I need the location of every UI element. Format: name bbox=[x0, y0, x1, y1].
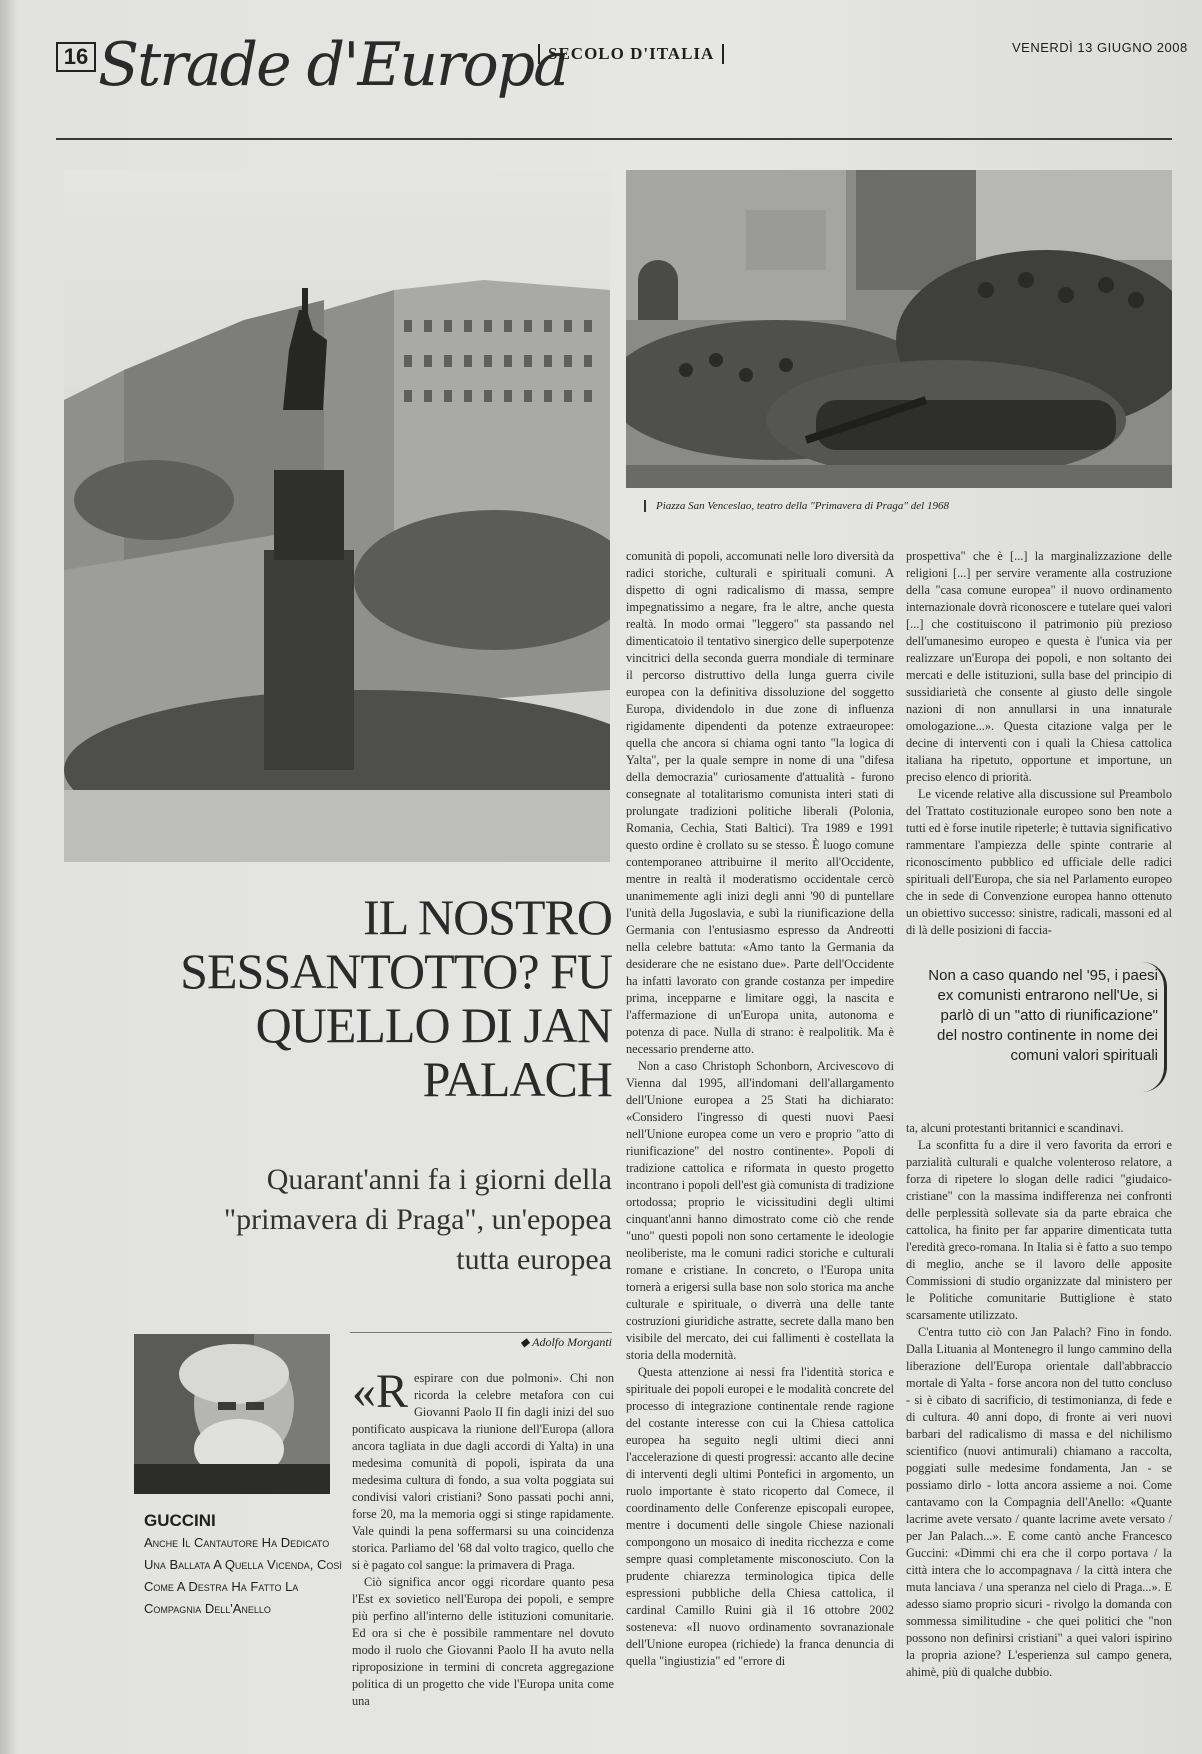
headline: IL NOSTRO SESSANTOTTO? FU QUELLO DI JAN PALACH bbox=[180, 889, 612, 1107]
sidebar-text: Anche Il Cantautore Ha Dedicato Una Ballata A Quella Vicenda, Così Come A Destra Ha Fatto La Compagnia Dell'Anello bbox=[144, 1535, 342, 1616]
portrait-guccini bbox=[134, 1334, 330, 1494]
article-column-3-top bbox=[906, 548, 1172, 948]
pull-quote-bracket bbox=[1142, 962, 1167, 1092]
page-number: 16 bbox=[56, 42, 96, 72]
portrait-guccini-image bbox=[134, 1334, 330, 1494]
author-name: Adolfo Morganti bbox=[532, 1335, 612, 1349]
article-paragraph: Le vicende relative alla discussione sul Preambolo del Trattato costituzionale europeo sono ben note a tutti ed è forse inutile ripeterle; è tuttavia significativo rammentare l'ampiezza delle spinte contrarie al riconoscimento pubblico ed ufficiale delle radici spirituali dell'Europa, che sia nel Parlamento europeo che in sede di Convenzione europea hanno ottenuto un obiettivo successo: sinistre, radicali, massoni ed al di là delle posizioni di faccia- bbox=[906, 787, 1172, 937]
article-paragraph: C'entra tutto ciò con Jan Palach? Fino in fondo. Dalla Lituania al Montenegro il lungo cammino della liberazione dell'Europa orientale dall'abbraccio mortale di Yalta - forse ancora non del tutto concluso - si è cibato di sacrificio, di testimonianza, di fede e di cultura. 40 anni dopo, di fronte ai veri nuovi barbari del radicalismo di massa e del nichilismo scientifico (nuovi antimurali) chiamano a raccolta, poggiati sulle medesime fondamenta, Jan - se possiamo dirlo - lotta ancora assieme a noi. Come cantavamo con la Compagnia dell'Anello: «Quante lacrime avete versato / quante lacrime avete versato / per Jan Palach...». E come cantò anche Francesco Guccini: «Dimmi chi era che il corpo portava / la città intera che lo accompagnava / la città intera che muta lanciava / una speranza nel cielo di Praga...». E adesso siamo proprio sicuri - rivolgo la domanda con sommessa similitudine - che quei politici che "non possono non definirsi cristiani" a quei valori ispirino la propria azione? L'esperienza sul campo genera, ahimè, più di qualche dubbio. bbox=[906, 1325, 1172, 1679]
pull-quote: Non a caso quando nel '95, i paesi ex comunisti entrarono nell'Ue, si parlò di un "atto di riunificazione" del nostro continente in nome dei comuni valori spirituali bbox=[928, 967, 1158, 1064]
sidebar-title: GUCCINI bbox=[144, 1511, 216, 1530]
article-paragraph: ta, alcuni protestanti britannici e scandinavi. bbox=[906, 1121, 1124, 1135]
article-paragraph: Questa attenzione ai nessi fra l'identità storica e spirituale dei popoli europei e le modalità concrete del processo di integrazione continentale rende ragione del costante interesse con cui la Chiesa cattolica europea ha seguito negli ultimi dieci anni l'accelerazione di questi progressi: accanto alle decine di interventi degli ultimi Pontefici in argomento, un ruolo importante è stato ricoperto dal Comece, il coordinamento delle Conferenze episcopali europee, mentre i documenti delle singole Chiese nazionali compongono un mosaico di inedita ricchezza e come sempre quasi completamente misconosciuto. Con la prudente chiarezza terminologica tipica delle espressioni pubbliche della Chiesa cattolica, il cardinal Camillo Ruini già il 16 ottobre 2002 sosteneva: «Il nuovo ordinamento sovranazionale dell'Unione europea (richiede) la franca denuncia di quella "ingiustizia" ed "errore di bbox=[626, 1365, 894, 1668]
byline bbox=[350, 1332, 612, 1350]
photo-wenceslas-square-image bbox=[64, 170, 610, 862]
article-column-2 bbox=[626, 548, 894, 1744]
article-paragraph: prospettiva" che è [...] la marginalizzazione delle religioni [...] per servire veramente alla costruzione della "casa comune europea" il nuovo ordinamento internazionale dovrà riconoscere e tutelare quei valori [...] che costituiscono il patrimonio più prezioso dell'umanesimo europeo e questa è l'unica via per realizzare un'Europa dei popoli, e non soltanto dei mercati e delle istituzioni, sulla base del principio di sussidiarietà che consente al giusto delle singole nazioni di non annullarsi in una innaturale omologazione...». Questa citazione valga per le decine di interventi con i quali la Chiesa cattolica italiana ha ripetuto, opportune et importune, un preciso elenco di priorità. bbox=[906, 549, 1172, 784]
header-rule bbox=[56, 138, 1172, 140]
article-paragraph: Ciò significa ancor oggi ricordare quanto pesa l'Est ex sovietico nell'Europa dei popoli, e sempre più perfino all'interno delle istituzioni comunitarie. Ed ora si che è possibile rammentare nel dovuto modo il ruolo che Giovanni Paolo II ha avuto nella riproposizione in termini di concreta aggregazione politica di un progetto che vide l'Europa unita come una bbox=[352, 1575, 614, 1708]
issue-date: VENERDÌ 13 GIUGNO 2008 bbox=[1012, 40, 1188, 55]
drop-cap: «R bbox=[352, 1370, 409, 1418]
article-column-3-bottom bbox=[906, 1120, 1172, 1744]
article-column-1 bbox=[352, 1370, 614, 1744]
byline-diamond-icon: ◆ bbox=[520, 1335, 533, 1349]
article-paragraph: espirare con due polmoni». Chi non ricorda la celebre metafora con cui Giovanni Paolo II fin dagli inizi del suo pontificato auspicava la riunione dell'Europa (allora ancora tagliata in due dagli accordi di Yalta) in una medesima comunità di popoli, ispirata da una medesima cultura di fondo, a sua volta poggiata sui condivisi valori cristiani? Sono passati pochi anni, forse 20, ma la memoria oggi si stinge rapidamente. Vale quindi la pena soffermarsi su una coincidenza storica. Parliamo del '68 dal volto tragico, quello che si è pagato col sangue: la primavera di Praga. bbox=[352, 1371, 614, 1572]
article-paragraph: La sconfitta fu a dire il vero favorita da errori e parzialità culturali e qualche volenteroso relatore, a forza di ripetere lo slogan delle radici "giudaico-cristiane" con la massima indifferenza nei confronti delle perplessità sollevate sia da parte ebraica che cattolica, ha finito per far apparire dimenticata tutta l'eredità greco-romana. In Italia si è fatto a suo tempo di meglio, anche se il lavoro delle apposite Commissioni di studio organizzate dal ministero per le Politiche comunitarie Buttiglione è stato scarsamente utilizzato. bbox=[906, 1138, 1172, 1322]
photo-caption: Piazza San Venceslao, teatro della "Primavera di Praga" del 1968 bbox=[644, 500, 949, 512]
photo-prague-spring-crowd-image bbox=[626, 170, 1172, 488]
sidebar-box bbox=[144, 1510, 344, 1620]
article-paragraph: Non a caso Christoph Schonborn, Arcivescovo di Vienna dal 1995, all'indomani dell'allargamento dell'Unione europea a 25 Stati ha dichiarato: «Considero l'ingresso di questi nuovi Paesi nell'Unione europea come un vero e proprio "atto di riunificazione" del nostro continente». Popoli di tradizione cattolica e riformata in questo progetto incontrano i popoli dell'est già comunista di tradizione ortodossa; proprio le vicissitudini degli ultimi cinquant'anni hanno dimostrato come ciò che rende "uno" questi popoli non sono certamente le ideologie neoliberiste, ma le comuni radici storiche e culturali romane e cristiane. In concreto, o l'Europa unita tornerà a erigersi sulla base non solo storica ma anche culturale e spirituale, o diverrà una delle tante costruzioni giuridiche astratte, secrete dalla mano ben visibile del mercato, dei cui fallimenti è costellata la storia della modernità. bbox=[626, 1059, 894, 1362]
masthead: SECOLO D'ITALIA bbox=[538, 44, 724, 64]
section-title: Strade d'Europa bbox=[98, 30, 567, 100]
subheadline: Quarant'anni fa i giorni della "primavera di Praga", un'epopea tutta europea bbox=[223, 1163, 612, 1276]
photo-prague-spring-crowd bbox=[626, 170, 1172, 488]
article-paragraph: comunità di popoli, accomunati nelle loro diversità da radici storiche, culturali e spirituali comuni. A dispetto di ogni radicalismo di massa, sempre impegnatissimo a negare, fra le altre, anche questa realtà. In modo ormai "leggero" sta passando nel dimenticatoio il tentativo sinergico delle superpotenze vincitrici della seconda guerra mondiale di terminare il percorso distruttivo della lunga guerra civile europea con la definitiva dissoluzione del soggetto Europa, dividendolo in due zone di influenza rigidamente dipendenti da potenze extraeuropee: quella che ancora si chiama ogni tanto "la logica di Yalta", per la quale sempre in nome di una "difesa della democrazia" curiosamente d'attualità - furono consegnate al totalitarismo comunista interi stati di prolungate tradizioni politiche liberali (Polonia, Romania, Cechia, Stati Baltici). Tra 1989 e 1991 questo ordine è crollato su se stesso. È luogo comune contemporaneo attribuirne il merito all'Occidente, mentre in realtà il moderatismo occidentale cercò unanimemente agli inizi degli anni '90 di puntellare l'unità della Jugoslavia, e subì la riunificazione della Germania con l'entusiasmo espresso da Andreotti nella celebre battuta: «Amo tanto la Germania da desiderare che ne esistano due». Parte dell'Occidente ha infatti lavorato con grande costanza per impedire prima, incepparne e limitare oggi, la nascita e l'affermazione di un'Europa unita, autonoma e potenza di pace. Nulla di strano: è realpolitik. Ma è necessario prenderne atto. bbox=[626, 549, 894, 1056]
photo-wenceslas-square bbox=[64, 170, 610, 862]
